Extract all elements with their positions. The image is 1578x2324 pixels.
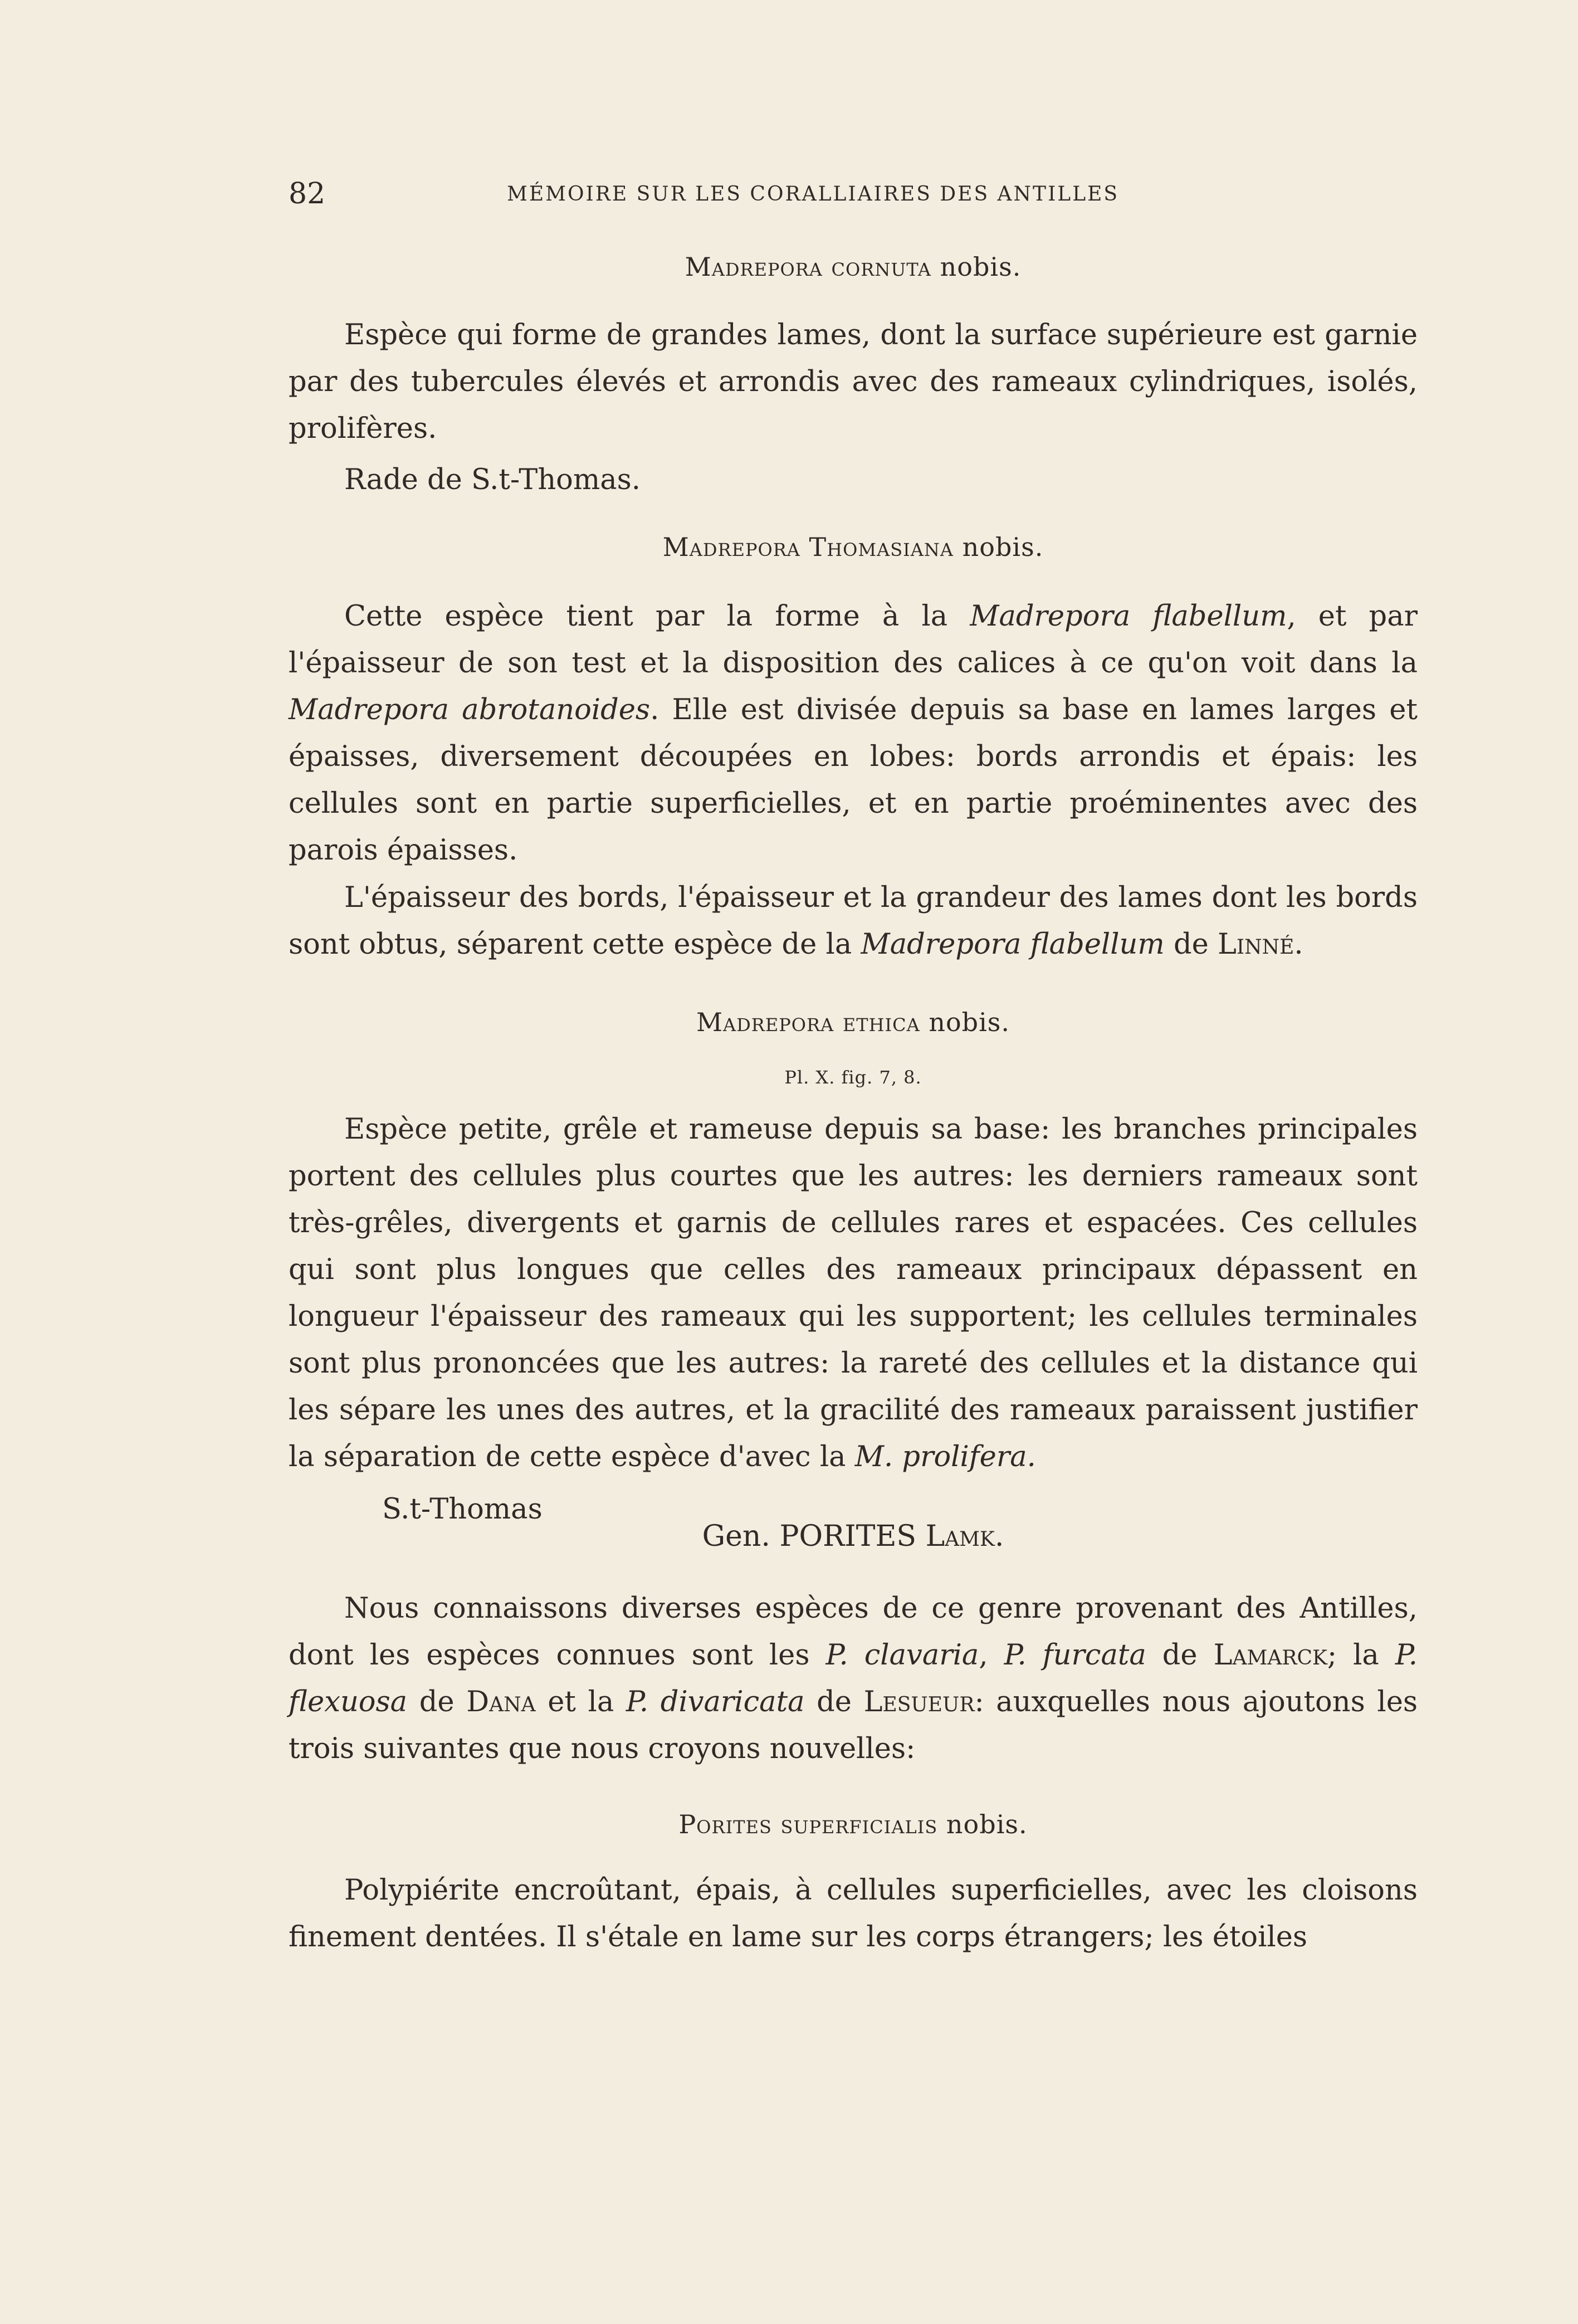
taxon-name: P. divaricata <box>626 1686 805 1718</box>
ethica-description <box>289 1106 1418 1481</box>
heading-species: superficialis <box>780 1809 938 1839</box>
heading-species: Thomasiana <box>809 532 954 562</box>
heading-author: nobis. <box>962 532 1044 562</box>
author-name: Linné. <box>1218 928 1303 961</box>
species-heading-ethica <box>289 1007 1418 1037</box>
author-name: Lamarck <box>1213 1639 1327 1672</box>
text-run: L'épaisseur des bords, l'épaisseur et la grandeur des lames dont les bords sont obtus, séparent cette espèce de la <box>289 881 1418 961</box>
text-run: de <box>817 1686 852 1718</box>
heading-species: ethica <box>842 1007 920 1037</box>
taxon-name: Madrepora abrotanoides <box>289 694 651 726</box>
text-run: de <box>419 1686 455 1718</box>
thomasiana-paragraph-2 <box>289 875 1418 968</box>
text-run: , et par l'épaisseur de son test et la disposition des calices à ce qu'on voit dans la <box>289 600 1418 680</box>
genus-heading-porites <box>289 1520 1418 1553</box>
author-name: Lesueur <box>863 1686 975 1718</box>
text-run: . Elle est divisée depuis sa base en lames larges et épaisses, diversement découpées en lobes: bords arrondis et épais: les cellules sont en partie superficielles, et en partie proéminentes avec des parois épaisses. <box>289 694 1418 867</box>
genus-title: Gen. PORITES <box>702 1520 917 1553</box>
text-run: et la <box>548 1686 614 1718</box>
plate-reference: Pl. X. fig. 7, 8. <box>784 1067 922 1088</box>
running-title: MÉMOIRE SUR LES CORALLIAIRES DES ANTILLES <box>507 183 1120 206</box>
page-number: 82 <box>289 177 326 211</box>
cornuta-locality: Rade de S.t-Thomas. <box>344 463 641 496</box>
text-run: ; la <box>1327 1639 1379 1672</box>
cornuta-description: Espèce qui forme de grandes lames, dont la surface supérieure est garnie par des tubercules élevés et arrondis avec des rameaux cylindriques, isolés, prolifères. <box>289 319 1418 445</box>
heading-author: nobis. <box>946 1809 1028 1839</box>
heading-species: cornuta <box>831 252 932 282</box>
taxon-name: Madrepora flabellum <box>861 928 1165 961</box>
taxon-name: P. furcata <box>1004 1639 1146 1672</box>
page-header <box>289 177 1235 211</box>
genus-author: Lamk. <box>925 1520 1004 1553</box>
text-run: : auxquelles nous ajoutons les trois suivantes que nous croyons nouvelles: <box>289 1686 1418 1765</box>
taxon-name: M. prolifera. <box>854 1441 1036 1473</box>
text-run: Cette espèce tient par la forme à la <box>344 600 948 633</box>
heading-genus: Madrepora <box>662 532 800 562</box>
taxon-name: Madrepora flabellum <box>970 600 1287 633</box>
text-run: de <box>1173 928 1209 961</box>
thomasiana-paragraph-1 <box>289 593 1418 874</box>
species-heading-thomasiana <box>289 532 1418 562</box>
heading-genus: Porites <box>678 1809 772 1839</box>
taxon-name: P. clavaria <box>825 1639 979 1672</box>
text-run: de <box>1162 1639 1198 1672</box>
text-run: Nous connaissons diverses espèces de ce genre provenant des Antilles, dont les espèces connues sont les <box>289 1592 1418 1672</box>
text-run: , <box>979 1639 988 1672</box>
heading-author: nobis. <box>940 252 1022 282</box>
text-run: Espèce petite, grêle et rameuse depuis sa base: les branches principales portent des cellules plus courtes que les autres: les derniers rameaux sont très-grêles, divergents et garnis de cellules rares et espacées. Ces cellules qui sont plus longues que celles des rameaux principaux dépassent en longueur l'épaisseur des rameaux qui les supportent; les cellules terminales sont plus prononcées que les autres: la rareté des cellules et la distance qui les sépare les unes des autres, et la gracilité des rameaux paraissent justifier la séparation de cette espèce d'avec la <box>289 1113 1418 1473</box>
species-heading-cornuta <box>289 252 1418 282</box>
ethica-locality: S.t-Thomas <box>382 1493 543 1526</box>
heading-genus: Madrepora <box>685 252 823 282</box>
heading-genus: Madrepora <box>696 1007 834 1037</box>
heading-author: nobis. <box>929 1007 1010 1037</box>
porites-introduction <box>289 1585 1418 1773</box>
species-heading-superficialis <box>289 1809 1418 1839</box>
taxon-name: P. flexuosa <box>289 1639 1418 1718</box>
superficialis-description: Polypiérite encroûtant, épais, à cellules superficielles, avec les cloisons finement dentées. Il s'étale en lame sur les corps étrangers; les étoiles <box>289 1874 1418 1954</box>
author-name: Dana <box>466 1686 536 1718</box>
